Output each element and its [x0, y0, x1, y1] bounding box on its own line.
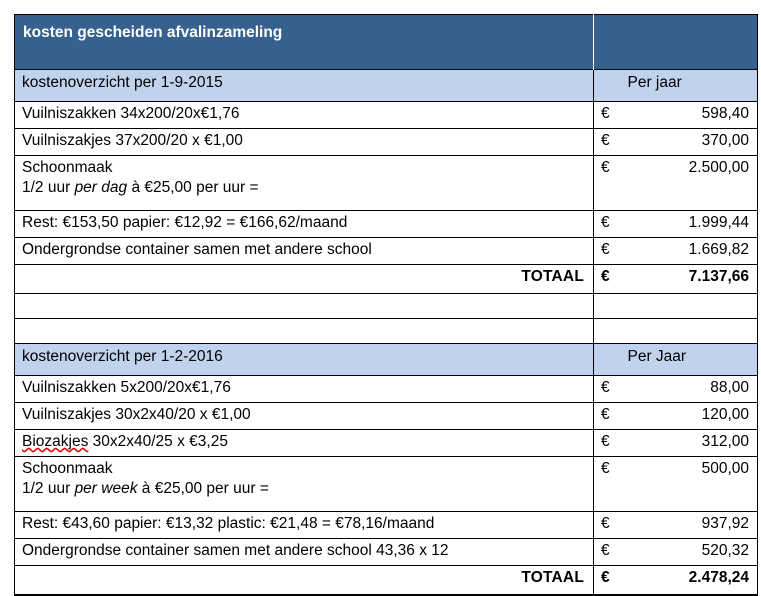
spacer-cell	[15, 319, 594, 344]
row-line2-suffix: à €25,00 per uur =	[137, 480, 269, 498]
spacer-cell	[628, 294, 758, 319]
table-row	[15, 102, 758, 129]
row-currency: €	[594, 211, 628, 238]
row-amount: 500,00	[628, 457, 758, 512]
total-currency: €	[594, 265, 628, 294]
table-row	[15, 129, 758, 156]
row-description: Vuilniszakjes 37x200/20 x €1,00	[15, 129, 594, 156]
row-amount: 937,92	[628, 512, 758, 539]
row-currency: €	[594, 156, 628, 211]
row-amount: 2.500,00	[628, 156, 758, 211]
table-row	[15, 238, 758, 265]
row-line2-suffix: à €25,00 per uur =	[127, 179, 259, 197]
row-amount: 88,00	[628, 376, 758, 403]
section-header-row	[15, 70, 758, 102]
table-row	[15, 156, 758, 211]
section-header-label: kostenoverzicht per 1-9-2015	[15, 70, 594, 102]
row-description	[15, 156, 594, 211]
row-amount: 1.999,44	[628, 211, 758, 238]
row-description-line2	[22, 479, 589, 499]
spellcheck-misspelled-word: Biozakjes	[22, 433, 89, 450]
row-line2-italic: per week	[74, 480, 138, 498]
row-amount: 598,40	[628, 102, 758, 129]
row-amount: 1.669,82	[628, 238, 758, 265]
total-currency: €	[594, 566, 628, 596]
cost-table	[14, 14, 758, 596]
section-header-period: Per Jaar	[628, 344, 758, 376]
section-header-row	[15, 344, 758, 376]
row-currency: €	[594, 129, 628, 156]
row-description: Rest: €153,50 papier: €12,92 = €166,62/maand	[15, 211, 594, 238]
spacer-row	[15, 294, 758, 319]
row-description-line2	[22, 178, 589, 198]
total-row	[15, 265, 758, 294]
row-currency: €	[594, 376, 628, 403]
banner-title: kosten gescheiden afvalinzameling	[15, 15, 594, 70]
row-amount: 120,00	[628, 403, 758, 430]
row-description-line1: Schoonmaak	[22, 460, 113, 477]
spacer-cell	[628, 319, 758, 344]
table-row	[15, 211, 758, 238]
spacer-cell	[594, 319, 628, 344]
row-currency: €	[594, 430, 628, 457]
row-currency: €	[594, 238, 628, 265]
row-description: Ondergrondse container samen met andere school	[15, 238, 594, 265]
row-line2-prefix: 1/2 uur	[22, 480, 75, 498]
table-row	[15, 539, 758, 566]
banner-right-cell	[594, 15, 758, 70]
section-header-period: Per jaar	[628, 70, 758, 102]
row-currency: €	[594, 403, 628, 430]
section-header-currency	[594, 344, 628, 376]
row-currency: €	[594, 457, 628, 512]
row-description	[15, 430, 594, 457]
section-header-label: kostenoverzicht per 1-2-2016	[15, 344, 594, 376]
row-line2-prefix: 1/2 uur	[22, 179, 75, 197]
total-label: TOTAAL	[15, 265, 594, 294]
row-amount: 370,00	[628, 129, 758, 156]
row-description: Ondergrondse container samen met andere school 43,36 x 12	[15, 539, 594, 566]
row-amount: 312,00	[628, 430, 758, 457]
row-description-line1: Schoonmaak	[22, 159, 113, 176]
table-row	[15, 512, 758, 539]
row-amount: 520,32	[628, 539, 758, 566]
row-currency: €	[594, 512, 628, 539]
table-row	[15, 430, 758, 457]
row-description	[15, 457, 594, 512]
row-description: Vuilniszakken 34x200/20x€1,76	[15, 102, 594, 129]
table-row	[15, 376, 758, 403]
table-row	[15, 457, 758, 512]
total-label: TOTAAL	[15, 566, 594, 596]
row-currency: €	[594, 102, 628, 129]
row-description-rest: 30x2x40/25 x €3,25	[88, 433, 228, 450]
spreadsheet-sheet	[14, 14, 757, 596]
spacer-cell	[594, 294, 628, 319]
row-description: Vuilniszakken 5x200/20x€1,76	[15, 376, 594, 403]
table-banner-row	[15, 15, 758, 70]
spacer-row	[15, 319, 758, 344]
row-line2-italic: per dag	[74, 179, 128, 197]
total-row	[15, 566, 758, 596]
table-row	[15, 403, 758, 430]
section-header-currency	[594, 70, 628, 102]
row-description: Rest: €43,60 papier: €13,32 plastic: €21,48 = €78,16/maand	[15, 512, 594, 539]
row-currency: €	[594, 539, 628, 566]
row-description: Vuilniszakjes 30x2x40/20 x €1,00	[15, 403, 594, 430]
spacer-cell	[15, 294, 594, 319]
total-amount: 7.137,66	[628, 265, 758, 294]
total-amount: 2.478,24	[628, 566, 758, 596]
